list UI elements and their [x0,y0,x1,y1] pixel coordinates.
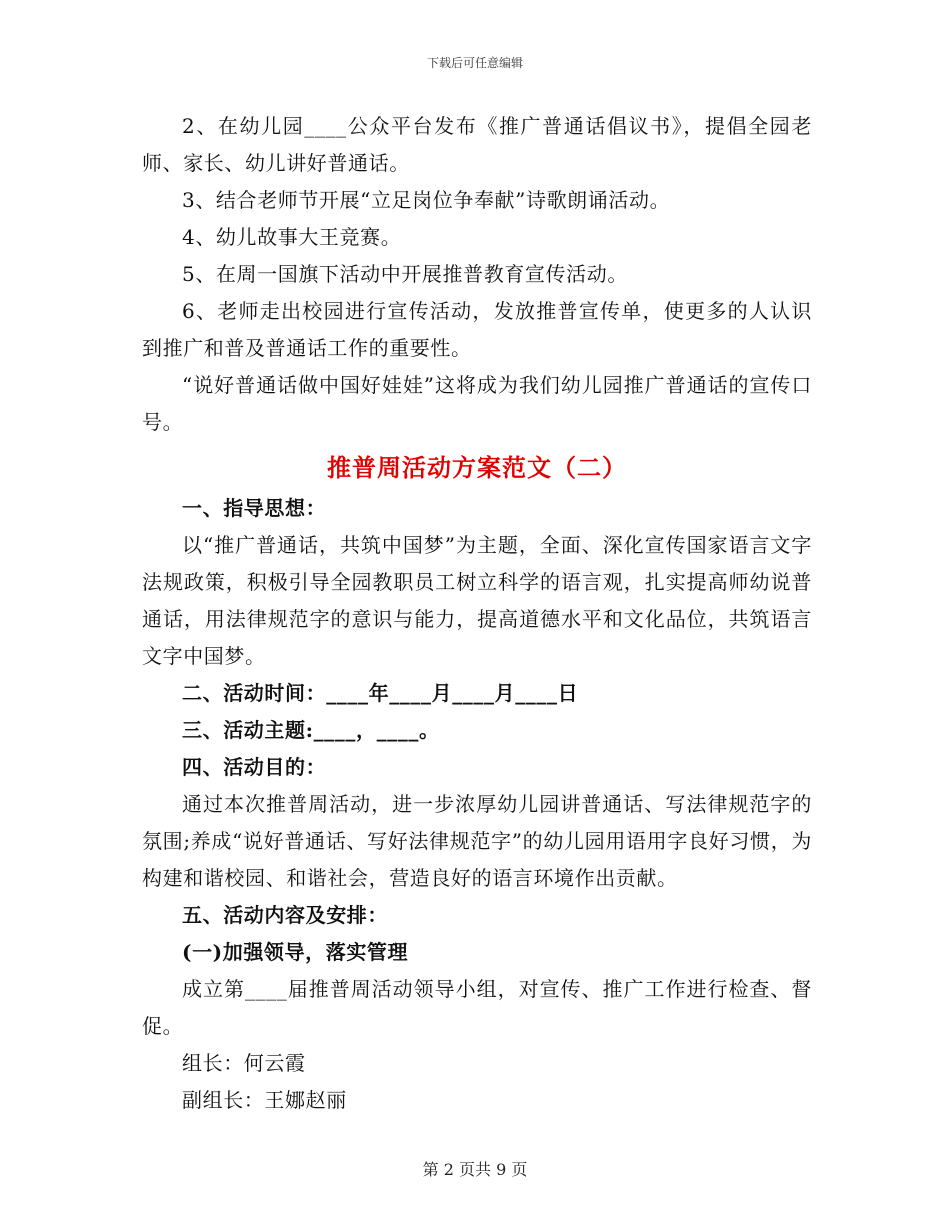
list-item: 2、在幼儿园____公众平台发布《推广普通话倡议书》，提倡全园老师、家长、幼儿讲好普通话。 [142,114,812,175]
list-item: 3、结合老师节开展“立足岗位争奉献”诗歌朗诵活动。 [182,188,671,212]
content-heading: 五、活动内容及安排： [182,903,388,927]
document-title: 推普周活动方案范文（二） [327,453,627,482]
document-body [142,108,812,1119]
deputy-leader-line: 副组长：王娜赵丽 [182,1088,347,1112]
guiding-heading: 一、指导思想： [182,496,327,520]
page-indicator: 第 2 页共 9 页 [422,1160,528,1179]
theme-heading: 三、活动主题:____，____。 [182,718,440,742]
subheading-leadership: (一)加强领导，落实管理 [182,940,409,964]
purpose-paragraph: 通过本次推普周活动，进一步浓厚幼儿园讲普通话、写法律规范字的氛围;养成“说好普通话、写好法律规范字”的幼儿园用语用字良好习惯，为构建和谐校园、和谐社会，营造良好的语言环境作出贡献。 [142,792,812,890]
page-header-note: 下载后可任意编辑 [426,56,523,70]
list-item: 5、在周一国旗下活动中开展推普教育宣传活动。 [182,262,628,286]
slogan-paragraph: “说好普通话做中国好娃娃”这将成为我们幼儿园推广普通话的宣传口号。 [142,373,812,434]
guiding-paragraph: 以“推广普通话，共筑中国梦”为主题，全面、深化宣传国家语言文字法规政策，积极引导全园教职员工树立科学的语言观，扎实提高师幼说普通话，用法律规范字的意识与能力，提高道德水平和文化品位，共筑语言文字中国梦。 [142,533,812,668]
purpose-heading: 四、活动目的： [182,755,327,779]
list-item: 6、老师走出校园进行宣传活动，发放推普宣传单，使更多的人认识到推广和普及普通话工作的重要性。 [142,299,812,360]
leadership-paragraph: 成立第____届推普周活动领导小组，对宣传、推广工作进行检查、督促。 [142,977,812,1038]
list-item: 4、幼儿故事大王竞赛。 [182,225,402,249]
leader-line: 组长：何云霞 [182,1051,306,1075]
time-heading: 二、活动时间：____年____月____月____日 [182,681,579,705]
